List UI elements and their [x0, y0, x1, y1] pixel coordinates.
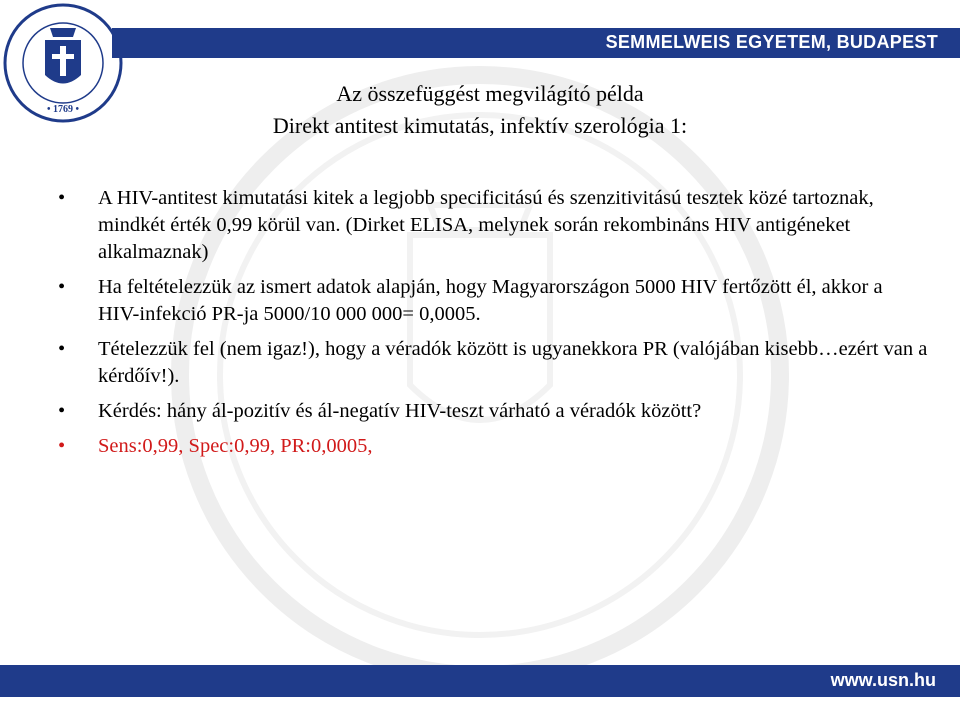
institution-name: SEMMELWEIS EGYETEM, BUDAPEST: [605, 32, 938, 52]
bullet-text: A HIV-antitest kimutatási kitek a legjobb specificitású és szenzitivitású tesztek közé tartoznak, mindkét érték 0,99 körül van. (Dirket ELISA, melynek során rekombináns HIV antigéneket alkalmaznak): [98, 187, 874, 263]
bullet-marker: •: [58, 187, 66, 209]
bullet-text: Tételezzük fel (nem igaz!), hogy a véradók között is ugyanekkora PR (valójában kisebb…ezért van a kérdőív!).: [98, 338, 928, 387]
bullet-list: [58, 185, 928, 468]
bullet-item: [58, 398, 928, 425]
bullet-text: Ha feltételezzük az ismert adatok alapján, hogy Magyarországon 5000 HIV fertőzött él, akkor a HIV-infekció PR-ja 5000/10 000 000= 0,0005.: [98, 276, 883, 325]
svg-text:• 1769 •: • 1769 •: [46, 104, 80, 115]
slide-title: Az összefüggést megvilágító példa: [336, 81, 644, 106]
bullet-item: [58, 336, 928, 390]
bullet-marker: •: [58, 400, 66, 422]
header-bar: [112, 28, 960, 58]
bullet-marker: •: [58, 435, 66, 457]
bullet-item: [58, 274, 928, 328]
bullet-item-highlight: [58, 433, 928, 460]
bullet-text: Kérdés: hány ál-pozitív és ál-negatív HIV-teszt várható a véradók között?: [98, 400, 702, 422]
footer-bar: [0, 665, 960, 697]
bullet-marker: •: [58, 338, 66, 360]
bullet-item: [58, 185, 928, 266]
footer-url: www.usn.hu: [830, 670, 936, 690]
bullet-text: Sens:0,99, Spec:0,99, PR:0,0005,: [98, 435, 373, 457]
slide-subtitle: Direkt antitest kimutatás, infektív szerológia 1:: [272, 113, 688, 138]
bullet-marker: •: [58, 276, 66, 298]
